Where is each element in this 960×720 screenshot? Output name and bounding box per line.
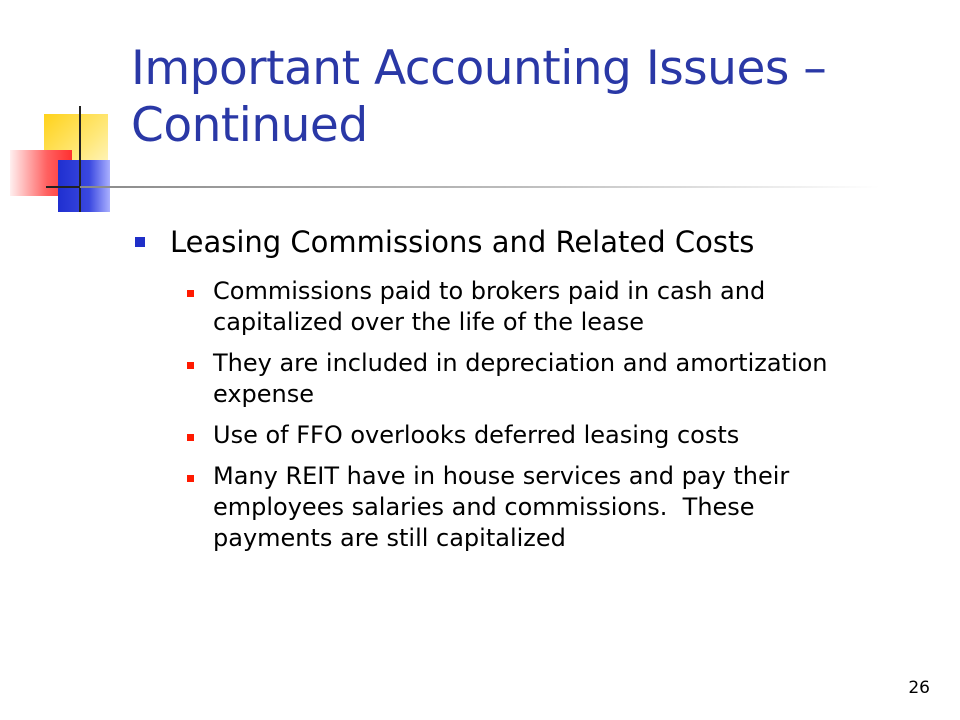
sub-bullet-line: Use of FFO overlooks deferred leasing costs [213,421,740,449]
sub-bullet [187,348,937,410]
sub-bullet-text [213,348,828,410]
sub-bullet-line: payments are still capitalized [213,524,566,552]
square-bullet-icon [187,475,194,482]
sub-bullet [187,276,937,338]
sub-bullet-line: employees salaries and commissions. These [213,493,755,521]
square-bullet-icon [187,362,194,369]
sub-bullet [187,461,937,554]
main-bullet-text: Leasing Commissions and Related Costs [170,225,755,259]
slide-title [131,40,951,154]
page-number: 26 [908,678,930,698]
title-line-1: Important Accounting Issues – [131,41,827,96]
logo-vertical-line [79,106,81,212]
square-bullet-icon [187,290,194,297]
square-bullet-icon [187,434,194,441]
sub-bullet-text [213,420,739,451]
title-divider [80,186,880,188]
sub-bullet-line: Commissions paid to brokers paid in cash and [213,277,766,305]
sub-bullet-text [213,276,765,338]
sub-bullet-line: Many REIT have in house services and pay their [213,462,790,490]
title-line-2: Continued [131,98,368,153]
sub-bullet-line: capitalized over the life of the lease [213,308,645,336]
sub-bullet-line: They are included in depreciation and amortization [213,349,828,377]
sub-bullet-line: expense [213,380,315,408]
square-bullet-icon [135,237,145,247]
sub-bullet-text [213,461,789,554]
sub-bullet [187,420,937,451]
main-bullet [135,222,935,262]
sub-bullet-list [187,276,937,564]
